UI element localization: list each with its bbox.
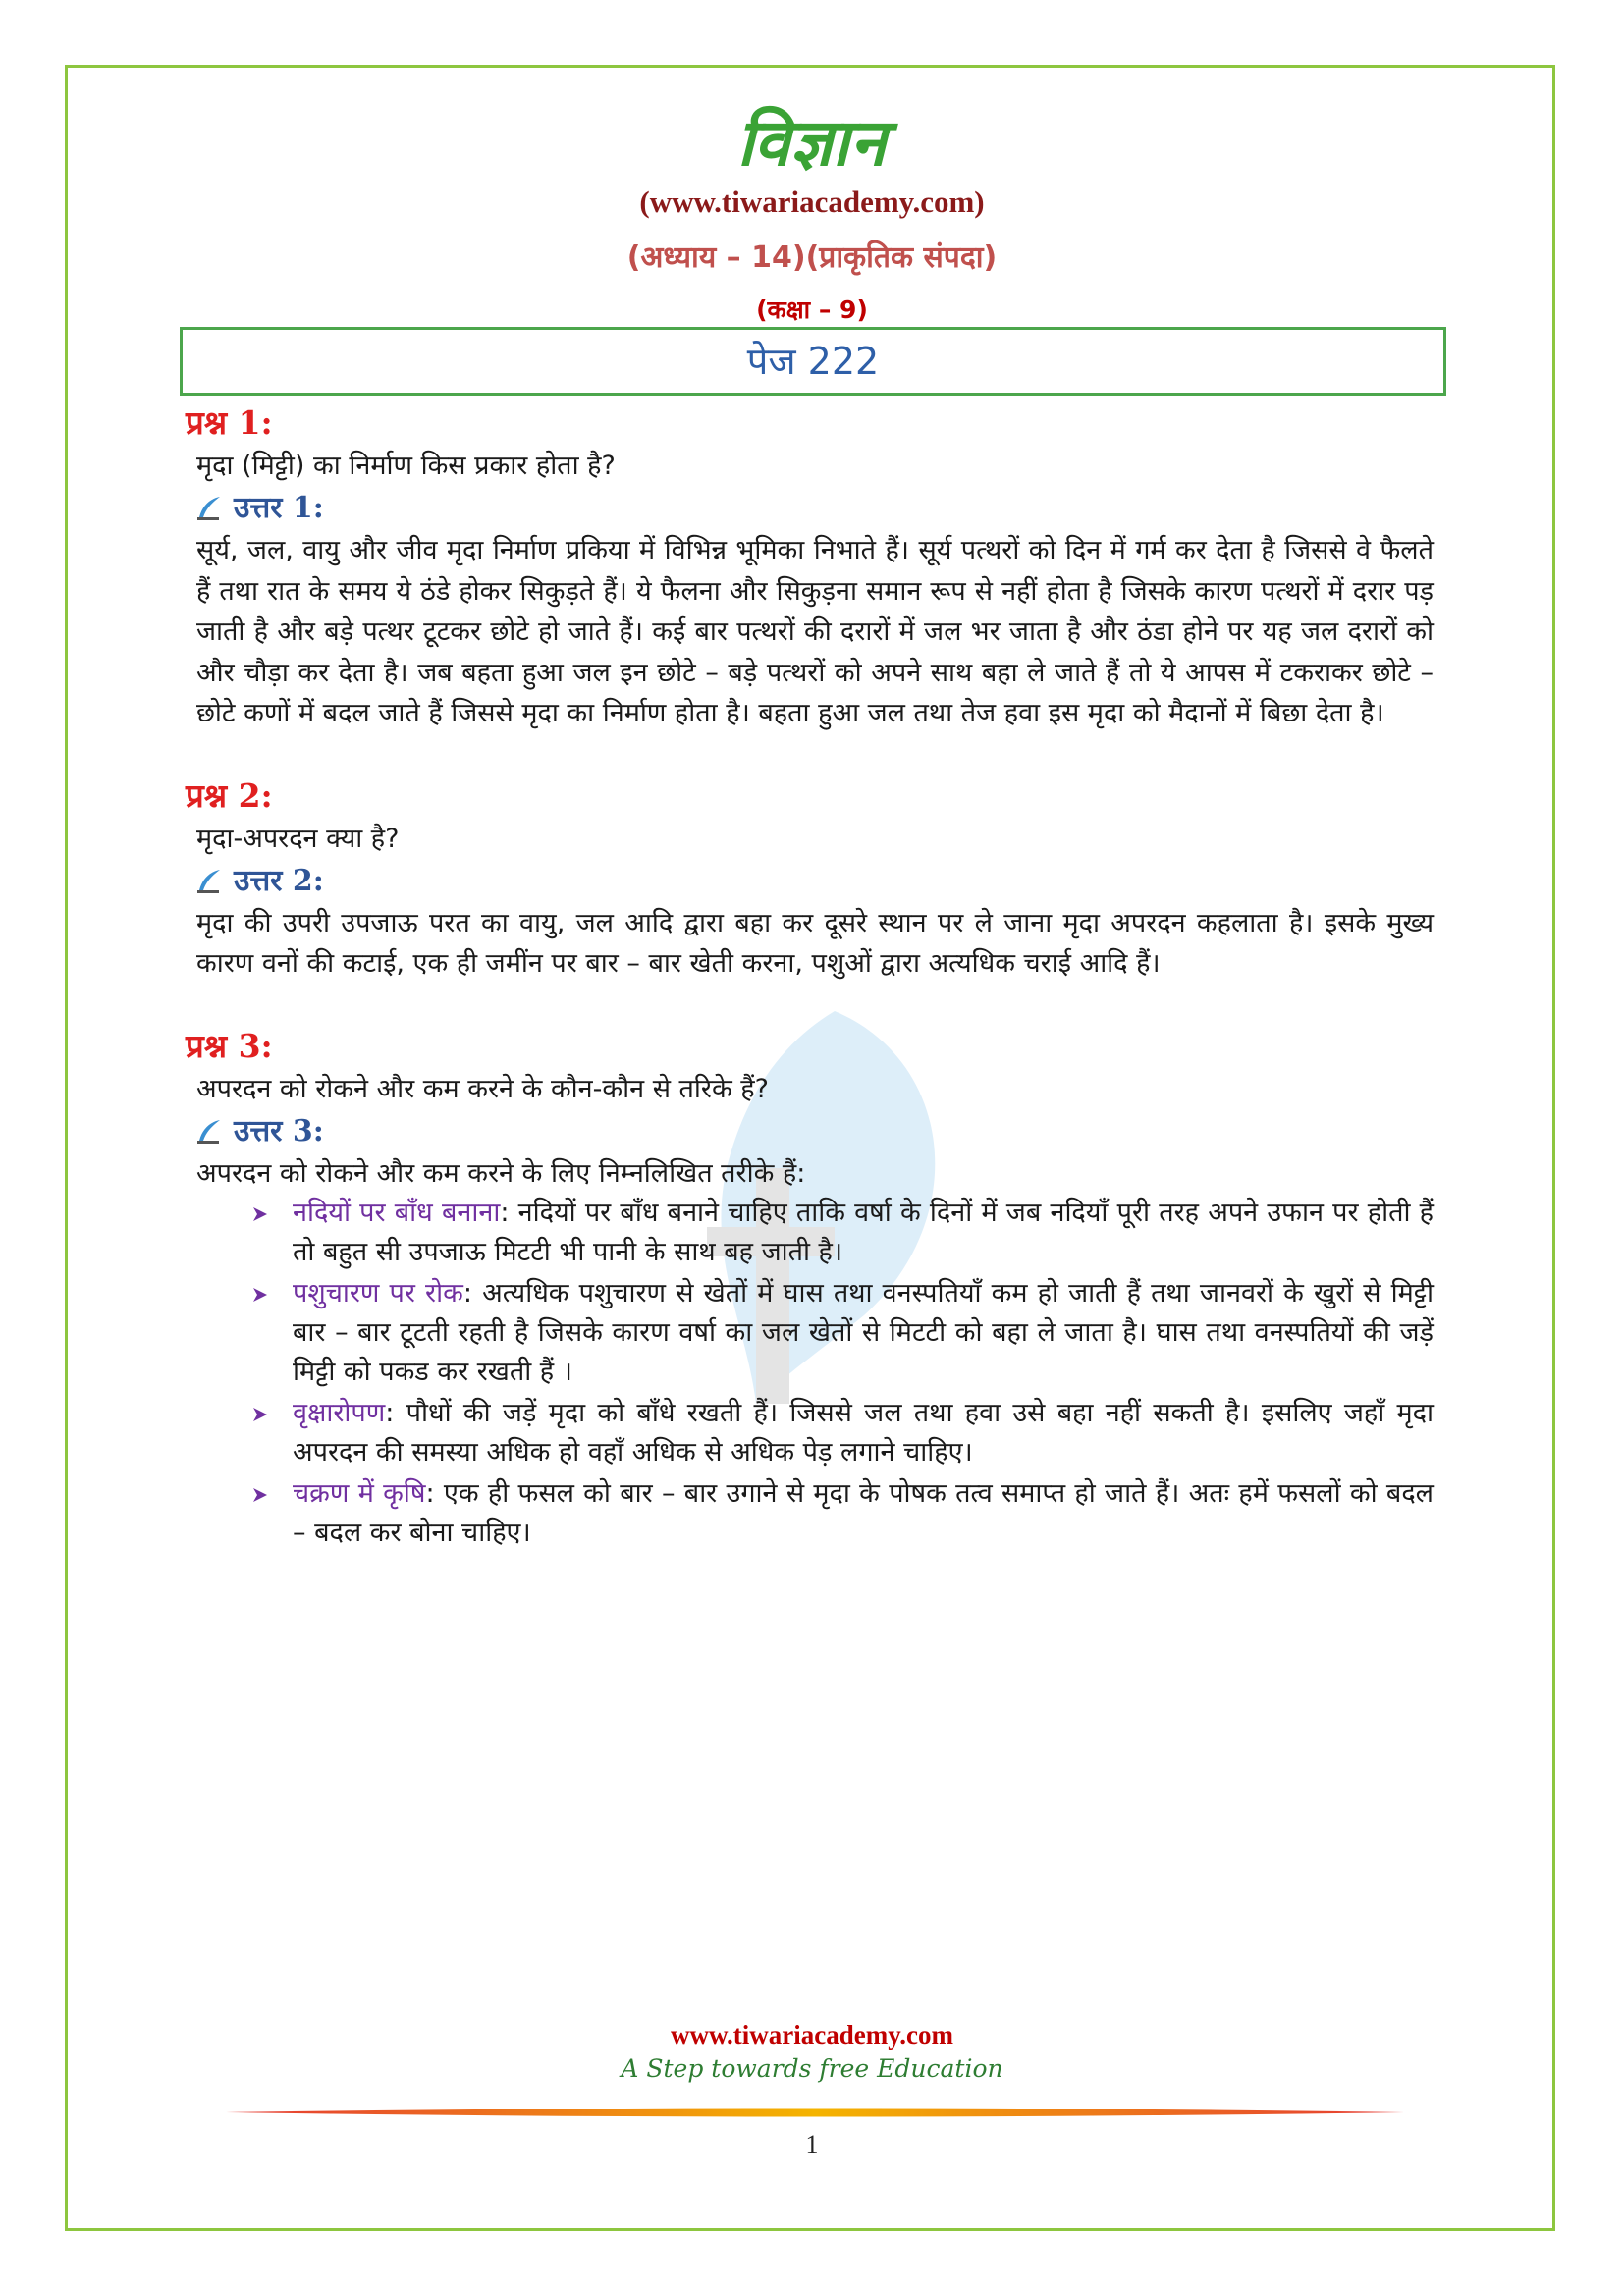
answer-label-row <box>194 487 1434 530</box>
point-term: पशुचारण पर रोक <box>293 1278 463 1308</box>
point-term: चक्रण में कृषि <box>293 1478 426 1509</box>
footer-divider <box>226 2106 1404 2119</box>
list-item <box>245 1274 1434 1392</box>
question-block-2 <box>187 774 1434 985</box>
point-text: : एक ही फसल को बार – बार उगाने से मृदा के पोषक तत्व समाप्त हो जाते हैं। अतः हमें फसलों को बदल – बदल कर बोना चाहिए। <box>293 1478 1434 1548</box>
answer-label-row <box>194 1110 1434 1153</box>
list-item <box>245 1194 1434 1272</box>
page-number: 1 <box>805 2130 819 2159</box>
question-label: प्रश्न 2: <box>186 775 273 815</box>
quill-icon <box>194 1117 224 1147</box>
quill-icon <box>194 867 224 896</box>
answer-intro: अपरदन को रोकने और कम करने के लिए निम्नलिखित तरीके हैं: <box>196 1157 806 1189</box>
subject-title: विज्ञान <box>736 105 888 181</box>
answer-text: सूर्य, जल, वायु और जीव मृदा निर्माण प्रकिया में विभिन्न भूमिका निभाते हैं। सूर्य पत्थरों को दिन में गर्म कर देता है जिससे वे फैलते हैं तथा रात के समय ये ठंडे होकर सिकुड़ते हैं। ये फैलना और सिकुड़ना समान रूप से नहीं होता है जिसके कारण पत्थरों में दरार पड़ जाती है और बड़े पत्थर टूटकर छोटे हो जाते हैं। कई बार पत्थरों की दरारों में जल भर जाता है और ठंडा होने पर यह जल दरारों को और चौड़ा कर देता है। जब बहता हुआ जल इन छोटे – बड़े पत्थरों को अपने साथ बहा ले जाते हैं तो ये आपस में टकराकर छोटे – छोटे कणों में बदल जाते हैं जिससे मृदा का निर्माण होता है। बहता हुआ जल तथा तेज हवा इस मृदा को मैदानों में बिछा देता है। <box>196 535 1434 728</box>
list-item <box>245 1474 1434 1553</box>
answer-label-row <box>194 860 1434 903</box>
chapter-heading: (अध्याय – 14)(प्राकृतिक संपदा) <box>626 240 998 275</box>
arrow-bullet-icon <box>251 1486 269 1504</box>
page-number-box: पेज 222 <box>180 327 1446 396</box>
answer-text: मृदा की उपरी उपजाऊ परत का वायु, जल आदि द्वारा बहा कर दूसरे स्थान पर ले जाना मृदा अपरदन कहलाता है। इसके मुख्य कारण वनों की कटाई, एक ही जमींन पर बार – बार खेती करना, पशुओं द्वारा अत्यधिक चराई आदि हैं। <box>196 907 1434 979</box>
answer-label: उत्तर 3: <box>234 1113 324 1148</box>
answer-label: उत्तर 2: <box>234 863 324 898</box>
answer-label: उत्तर 1: <box>234 491 324 525</box>
point-text: : अत्यधिक पशुचारण से खेतों में घास तथा वनस्पतियाँ कम हो जाती हैं तथा जानवरों के खुरों से मिट्टी बार – बार टूटती रहती है जिसके कारण वर्षा का जल खेतों से मिटटी को बहा ले जाता है। घास तथा वनस्पतियों की जड़ें मिट्टी को पकड कर रखती हैं । <box>293 1278 1435 1387</box>
footer-tagline: A Step towards free Education <box>621 2055 1003 2083</box>
question-block-3 <box>187 1024 1434 1554</box>
quill-icon <box>194 494 224 523</box>
arrow-bullet-icon <box>251 1205 269 1223</box>
class-label: (कक्षा – 9) <box>756 295 868 324</box>
answer-points-list <box>187 1194 1434 1553</box>
question-label: प्रश्न 3: <box>186 1026 273 1065</box>
list-item <box>245 1394 1434 1472</box>
point-text: : नदियों पर बाँध बनाने चाहिए ताकि वर्षा के दिनों में जब नदियाँ पूरी तरह अपने उफान पर होती हैं तो बहुत सी उपजाऊ मिटटी भी पानी के साथ बह जाती है। <box>293 1198 1434 1267</box>
footer-website-link[interactable]: www.tiwariacademy.com <box>671 2020 953 2050</box>
arrow-bullet-icon <box>251 1286 269 1304</box>
question-block-1 <box>187 400 1434 734</box>
question-text: मृदा (मिट्टी) का निर्माण किस प्रकार होता है? <box>196 451 616 481</box>
qa-content <box>187 400 1434 1555</box>
point-text: : पौधों की जड़ें मृदा को बाँधे रखती हैं। जिससे जल तथा हवा उसे बहा नहीं सकती है। इसलिए जहाँ मृदा अपरदन की समस्या अधिक हो वहाँ अधिक से अधिक पेड़ लगाने चाहिए। <box>293 1398 1434 1468</box>
question-text: मृदा-अपरदन क्या है? <box>196 823 400 854</box>
website-link[interactable]: (www.tiwariacademy.com) <box>639 185 985 219</box>
point-term: नदियों पर बाँध बनाना <box>293 1198 501 1228</box>
question-text: अपरदन को रोकने और कम करने के कौन-कौन से तरिके हैं? <box>196 1073 769 1104</box>
arrow-bullet-icon <box>251 1406 269 1423</box>
point-term: वृक्षारोपण <box>293 1398 386 1428</box>
question-label: प्रश्न 1: <box>186 403 273 442</box>
